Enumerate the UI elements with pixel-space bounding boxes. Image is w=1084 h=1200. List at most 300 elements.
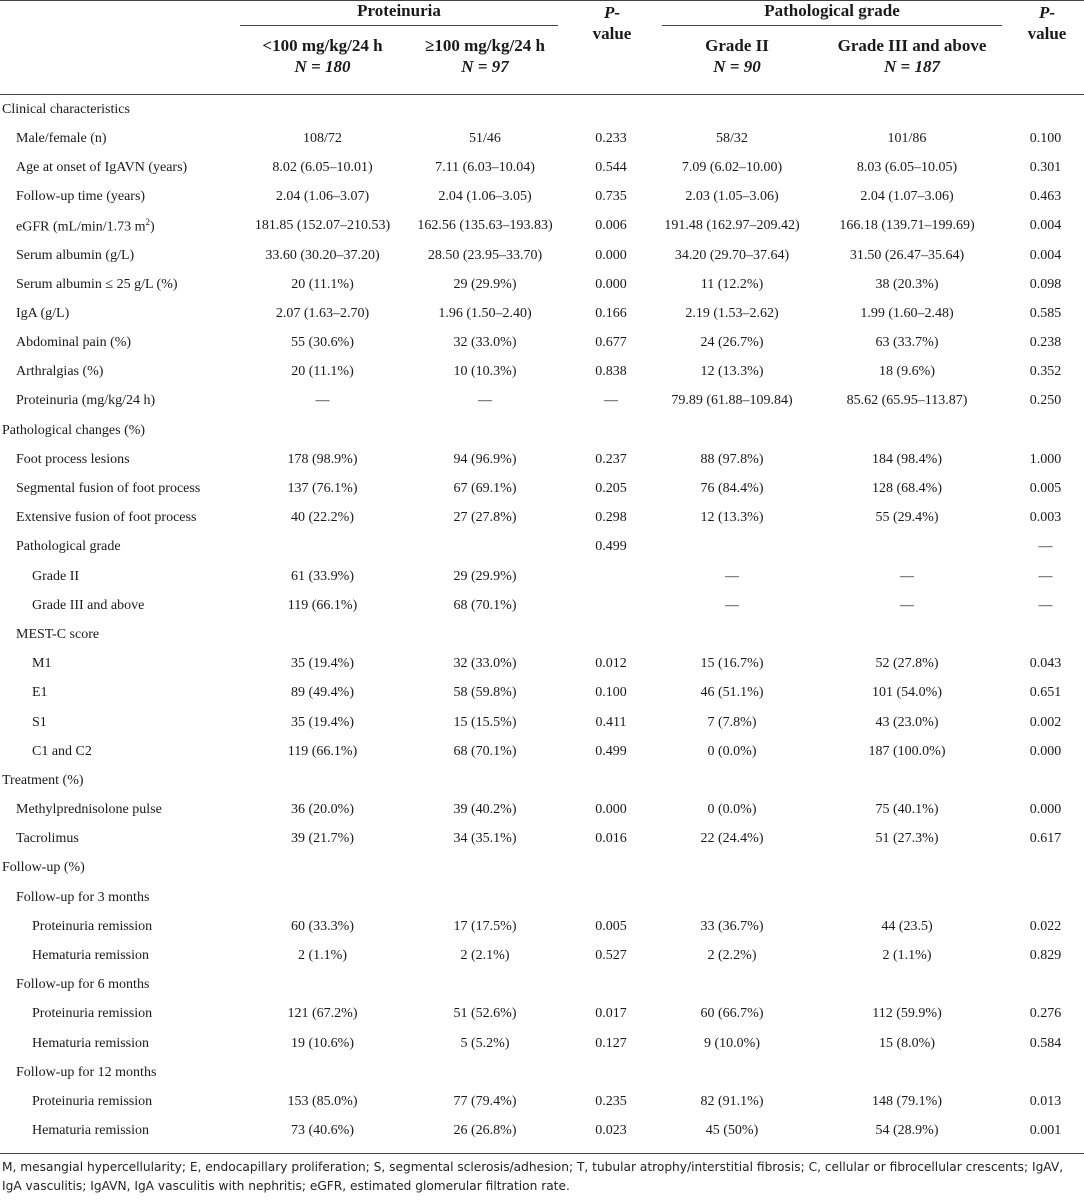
cell-grade-iii: 31.50 (26.47–35.64) (849, 247, 965, 263)
cell-p-value-grade (1007, 1058, 1084, 1087)
table-row (0, 270, 1084, 299)
cell-p-value-proteinuria: 0.298 (595, 510, 627, 526)
cell-p-value-grade: 0.004 (1029, 247, 1062, 263)
row-label (0, 212, 240, 241)
cell-high-proteinuria (405, 533, 565, 562)
cell-high-proteinuria (405, 620, 565, 649)
cell-grade-ii: — (725, 597, 739, 613)
cell-grade-iii: — (900, 597, 914, 613)
row-label-text: Age at onset of IgAVN (years) (16, 159, 188, 175)
cell-high-proteinuria: — (478, 393, 492, 409)
col-header-grade-iii (812, 35, 1012, 77)
cell-grade-ii: 60 (66.7%) (700, 1006, 764, 1022)
row-label (0, 1029, 240, 1058)
row-label-text: Proteinuria (mg/kg/24 h) (16, 393, 156, 409)
row-label (0, 883, 240, 912)
cell-p-value-proteinuria: 0.005 (595, 918, 627, 934)
row-label-text: Follow-up for 3 months (16, 889, 150, 905)
cell-p-value-proteinuria: 0.100 (595, 685, 627, 701)
cell-p-value-proteinuria: 0.233 (595, 130, 627, 146)
cell-high-proteinuria (405, 1058, 565, 1087)
row-label (0, 387, 240, 416)
cell-low-proteinuria: 121 (67.2%) (287, 1006, 358, 1022)
cell-grade-ii: 79.89 (61.88–109.84) (671, 393, 793, 409)
cell-low-proteinuria: 73 (40.6%) (291, 1123, 354, 1139)
row-label (0, 971, 240, 1000)
table-row (0, 153, 1084, 182)
cell-grade-iii: 63 (33.7%) (875, 335, 939, 351)
row-label-text: Abdominal pain (%) (16, 335, 132, 351)
cell-p-value-grade: 0.004 (1029, 218, 1062, 234)
cell-grade-iii: 101 (54.0%) (872, 685, 942, 701)
cell-high-proteinuria: 68 (70.1%) (453, 743, 517, 759)
cell-p-value-grade: 0.238 (1029, 335, 1062, 351)
cell-grade-iii (807, 854, 1007, 883)
row-label-text: eGFR (mL/min/1.73 m (16, 219, 146, 235)
cell-high-proteinuria: 68 (70.1%) (453, 597, 517, 613)
row-label (0, 1058, 240, 1087)
cell-p-value-proteinuria: 0.006 (595, 218, 627, 234)
cell-grade-iii: 2 (1.1%) (882, 948, 932, 964)
cell-high-proteinuria: 77 (79.4%) (453, 1093, 517, 1109)
table-row (0, 183, 1084, 212)
row-label-text: Follow-up for 12 months (16, 1064, 157, 1080)
row-label (0, 270, 240, 299)
row-label-text: Extensive fusion of foot process (16, 510, 197, 526)
row-label (0, 591, 240, 620)
cell-high-proteinuria: 2.04 (1.06–3.05) (438, 189, 532, 205)
row-label (0, 766, 240, 795)
cell-grade-ii: 15 (16.7%) (700, 656, 764, 672)
cell-p-value-grade: 0.585 (1029, 305, 1062, 321)
row-label (0, 416, 240, 445)
col-header-grade-ii (662, 35, 812, 77)
row-label (0, 124, 240, 153)
row-label-text: IgA (g/L) (16, 305, 70, 321)
cell-low-proteinuria (240, 1058, 405, 1087)
cell-high-proteinuria: 1.96 (1.50–2.40) (438, 305, 532, 321)
cell-grade-iii (807, 1058, 1007, 1087)
row-label (0, 474, 240, 503)
row-label-text: Male/female (n) (16, 130, 107, 146)
cell-grade-iii (807, 95, 1007, 124)
cell-low-proteinuria: 119 (66.1%) (287, 743, 358, 759)
row-label (0, 825, 240, 854)
row-label-text: M1 (32, 656, 52, 672)
cell-p-value-grade (1007, 95, 1084, 124)
col-header-high-proteinuria (405, 35, 565, 77)
cell-grade-ii: 9 (10.0%) (704, 1035, 760, 1051)
cell-low-proteinuria: 36 (20.0%) (291, 802, 354, 818)
cell-p-value-grade: 0.000 (1029, 802, 1062, 818)
cell-low-proteinuria: 89 (49.4%) (291, 685, 354, 701)
cell-grade-iii: 128 (68.4%) (872, 481, 942, 497)
cell-high-proteinuria (405, 416, 565, 445)
cell-grade-ii (657, 971, 807, 1000)
cell-high-proteinuria: 67 (69.1%) (453, 481, 517, 497)
cell-grade-ii: 76 (84.4%) (700, 481, 764, 497)
cell-high-proteinuria: 15 (15.5%) (453, 714, 517, 730)
row-label (0, 329, 240, 358)
cell-p-value-proteinuria (565, 854, 657, 883)
cell-grade-ii: 22 (24.4%) (700, 831, 764, 847)
cell-grade-ii: 34.20 (29.70–37.64) (674, 247, 790, 263)
row-label-text: Proteinuria remission (32, 918, 153, 934)
col-header-high-proteinuria-label: ≥100 mg/kg/24 h (425, 36, 545, 55)
p-value-header-2-p: P- (1038, 3, 1056, 22)
cell-p-value-grade: — (1038, 539, 1053, 555)
row-label-text: Follow-up time (years) (16, 189, 146, 205)
cell-grade-ii: 45 (50%) (705, 1123, 759, 1139)
cell-p-value-proteinuria: 0.499 (595, 539, 627, 555)
p-value-header-1 (566, 2, 658, 44)
cell-grade-ii: 2.19 (1.53–2.62) (685, 305, 779, 321)
cell-p-value-proteinuria: 0.016 (595, 831, 627, 847)
cell-high-proteinuria: 2 (2.1%) (460, 948, 510, 964)
cell-high-proteinuria: 10 (10.3%) (453, 364, 517, 380)
cell-grade-iii (807, 766, 1007, 795)
row-label-text: Follow-up (%) (2, 860, 85, 876)
cell-grade-ii: 0 (0.0%) (707, 802, 757, 818)
cell-grade-iii: 38 (20.3%) (875, 276, 939, 292)
table-row (0, 679, 1084, 708)
cell-low-proteinuria: 20 (11.1%) (291, 276, 354, 292)
cell-grade-ii: 12 (13.3%) (700, 510, 764, 526)
row-label (0, 679, 240, 708)
cell-grade-ii: 12 (13.3%) (700, 364, 764, 380)
cell-low-proteinuria: 61 (33.9%) (291, 568, 354, 584)
cell-grade-iii (807, 416, 1007, 445)
row-label (0, 912, 240, 941)
cell-p-value-grade: 0.005 (1029, 481, 1062, 497)
cell-p-value-grade: 0.276 (1029, 1006, 1062, 1022)
table-row (0, 796, 1084, 825)
cell-grade-iii: 51 (27.3%) (875, 831, 939, 847)
cell-high-proteinuria: 28.50 (23.95–33.70) (427, 247, 543, 263)
cell-low-proteinuria: 2 (1.1%) (298, 948, 347, 964)
cell-p-value-proteinuria: 0.205 (595, 481, 627, 497)
cell-p-value-proteinuria (565, 620, 657, 649)
cell-low-proteinuria: 19 (10.6%) (291, 1035, 354, 1051)
cell-grade-iii (807, 533, 1007, 562)
cell-p-value-grade: 0.250 (1029, 393, 1062, 409)
row-label-superscript: 2 (145, 217, 150, 228)
cell-grade-ii: 58/32 (716, 130, 748, 146)
row-label (0, 708, 240, 737)
col-header-low-proteinuria-n: N = 180 (294, 57, 351, 76)
bottom-rule (0, 1153, 1084, 1154)
col-header-low-proteinuria (240, 35, 405, 77)
row-label-text: Follow-up for 6 months (16, 977, 150, 993)
row-label (0, 299, 240, 328)
row-label-text: Grade III and above (32, 597, 145, 613)
cell-grade-ii: 0 (0.0%) (707, 743, 757, 759)
cell-grade-ii (657, 854, 807, 883)
row-label (0, 650, 240, 679)
cell-low-proteinuria: 35 (19.4%) (291, 714, 354, 730)
cell-grade-iii: 101/86 (887, 130, 927, 146)
table-row (0, 941, 1084, 970)
table-row (0, 591, 1084, 620)
cell-grade-iii: 75 (40.1%) (875, 802, 939, 818)
cell-grade-iii: — (900, 568, 914, 584)
table-row (0, 445, 1084, 474)
cell-low-proteinuria: 137 (76.1%) (287, 481, 358, 497)
cell-low-proteinuria: 40 (22.2%) (291, 510, 354, 526)
cell-p-value-proteinuria: 0.235 (595, 1093, 627, 1109)
cell-p-value-proteinuria (565, 766, 657, 795)
cell-grade-ii (657, 883, 807, 912)
p-value-header-2 (1010, 2, 1084, 44)
cell-p-value-proteinuria: 0.023 (595, 1123, 627, 1139)
cell-p-value-grade: 0.352 (1029, 364, 1062, 380)
table-row (0, 971, 1084, 1000)
cell-p-value-grade: 0.022 (1029, 918, 1062, 934)
cell-grade-ii: 7.09 (6.02–10.00) (681, 159, 783, 175)
cell-p-value-proteinuria: — (604, 393, 618, 409)
cell-grade-iii: 55 (29.4%) (875, 510, 939, 526)
cell-high-proteinuria: 7.11 (6.03–10.04) (435, 159, 535, 175)
cell-p-value-proteinuria (565, 1058, 657, 1087)
cell-high-proteinuria: 58 (59.8%) (453, 685, 517, 701)
cell-grade-iii: 44 (23.5) (881, 918, 933, 934)
cell-low-proteinuria (240, 883, 405, 912)
table-row (0, 416, 1084, 445)
cell-high-proteinuria (405, 766, 565, 795)
cell-p-value-proteinuria (565, 971, 657, 1000)
row-label-text: Segmental fusion of foot process (16, 481, 201, 497)
cell-low-proteinuria (240, 971, 405, 1000)
cell-p-value-grade (1007, 416, 1084, 445)
table-row (0, 825, 1084, 854)
table-row (0, 1029, 1084, 1058)
cell-grade-ii: 2.03 (1.05–3.06) (685, 189, 779, 205)
cell-grade-ii: 82 (91.1%) (700, 1093, 764, 1109)
cell-p-value-proteinuria: 0.127 (595, 1035, 627, 1051)
cell-p-value-proteinuria: 0.166 (595, 305, 627, 321)
cell-grade-ii: 24 (26.7%) (700, 335, 764, 351)
table-row (0, 387, 1084, 416)
cell-low-proteinuria (240, 766, 405, 795)
col-header-grade-iii-n: N = 187 (884, 57, 940, 76)
cell-grade-ii: 33 (36.7%) (700, 918, 764, 934)
cell-grade-iii: 1.99 (1.60–2.48) (860, 305, 954, 321)
row-label (0, 620, 240, 649)
row-label (0, 153, 240, 182)
cell-p-value-proteinuria: 0.544 (595, 159, 627, 175)
row-label-text: MEST-C score (16, 626, 100, 642)
cell-grade-ii: 2 (2.2%) (707, 948, 757, 964)
cell-low-proteinuria (240, 620, 405, 649)
table-row (0, 650, 1084, 679)
cell-grade-ii: — (725, 568, 739, 584)
row-label-text: Serum albumin ≤ 25 g/L (%) (16, 276, 178, 292)
row-label-text: Foot process lesions (16, 451, 130, 467)
table-row (0, 1000, 1084, 1029)
cell-p-value-grade: 0.829 (1029, 948, 1062, 964)
table-row (0, 329, 1084, 358)
cell-low-proteinuria: 119 (66.1%) (287, 597, 358, 613)
cell-grade-iii: 85.62 (65.95–113.87) (846, 393, 968, 409)
cell-p-value-grade: 0.584 (1029, 1035, 1062, 1051)
cell-high-proteinuria (405, 883, 565, 912)
cell-low-proteinuria: 39 (21.7%) (291, 831, 354, 847)
row-label (0, 504, 240, 533)
row-label-text: Grade II (32, 568, 80, 584)
cell-grade-iii: 43 (23.0%) (875, 714, 939, 730)
row-label-text: Proteinuria remission (32, 1006, 153, 1022)
row-label (0, 445, 240, 474)
row-label (0, 95, 240, 124)
table-row (0, 1087, 1084, 1116)
table-row (0, 212, 1084, 241)
row-label-text: C1 and C2 (32, 743, 92, 759)
cell-p-value-proteinuria: 0.017 (595, 1006, 627, 1022)
row-label-text: Proteinuria remission (32, 1093, 153, 1109)
row-label (0, 796, 240, 825)
cell-low-proteinuria: 153 (85.0%) (287, 1093, 358, 1109)
row-label (0, 358, 240, 387)
cell-low-proteinuria: 60 (33.3%) (291, 918, 354, 934)
p-value-header-1-value: value (592, 24, 632, 43)
col-header-grade-ii-label: Grade II (705, 36, 769, 55)
table-row (0, 358, 1084, 387)
cell-grade-ii (657, 766, 807, 795)
cell-high-proteinuria: 29 (29.9%) (453, 568, 517, 584)
table-row (0, 241, 1084, 270)
cell-low-proteinuria: 2.04 (1.06–3.07) (275, 189, 370, 205)
cell-p-value-grade: 0.043 (1029, 656, 1062, 672)
cell-low-proteinuria (240, 416, 405, 445)
cell-p-value-proteinuria: 0.411 (595, 714, 627, 730)
row-label-text: S1 (32, 714, 47, 730)
cell-high-proteinuria: 34 (35.1%) (453, 831, 517, 847)
table-row (0, 708, 1084, 737)
cell-p-value-grade: 0.013 (1029, 1093, 1062, 1109)
cell-high-proteinuria: 17 (17.5%) (453, 918, 517, 934)
cell-p-value-grade: — (1038, 597, 1053, 613)
cell-grade-iii: 15 (8.0%) (879, 1035, 935, 1051)
cell-grade-iii: 184 (98.4%) (872, 451, 942, 467)
row-label-text: E1 (32, 685, 48, 701)
cell-low-proteinuria: — (315, 393, 330, 409)
table-row (0, 1117, 1084, 1146)
cell-p-value-grade (1007, 883, 1084, 912)
table-row (0, 562, 1084, 591)
table-row (0, 124, 1084, 153)
cell-p-value-grade: 0.100 (1029, 130, 1062, 146)
cell-low-proteinuria: 35 (19.4%) (291, 656, 354, 672)
cell-high-proteinuria: 162.56 (135.63–193.83) (417, 218, 553, 234)
cell-grade-iii: 166.18 (139.71–199.69) (839, 218, 975, 234)
p-value-header-2-value: value (1027, 24, 1067, 43)
cell-grade-iii (807, 971, 1007, 1000)
group-rule-proteinuria (240, 25, 558, 26)
cell-p-value-proteinuria (565, 562, 657, 591)
group-header-proteinuria: Proteinuria (357, 1, 441, 20)
cell-low-proteinuria: 181.85 (152.07–210.53) (254, 218, 391, 234)
cell-grade-ii: 11 (12.2%) (700, 276, 764, 292)
cell-p-value-grade: 0.001 (1029, 1123, 1062, 1139)
cell-grade-ii (657, 620, 807, 649)
table-row (0, 299, 1084, 328)
cell-p-value-proteinuria (565, 416, 657, 445)
cell-high-proteinuria (405, 95, 565, 124)
row-label (0, 562, 240, 591)
cell-p-value-grade: 1.000 (1029, 451, 1062, 467)
cell-grade-iii: 18 (9.6%) (879, 364, 935, 380)
cell-p-value-grade (1007, 854, 1084, 883)
cell-p-value-proteinuria: 0.838 (595, 364, 627, 380)
p-value-header-1-p: P- (603, 3, 621, 22)
cell-grade-ii: 191.48 (162.97–209.42) (664, 218, 800, 234)
group-header-pathological: Pathological grade (764, 1, 900, 20)
cell-p-value-proteinuria: 0.735 (595, 189, 627, 205)
cell-p-value-proteinuria: 0.000 (595, 247, 627, 263)
table-row (0, 95, 1084, 124)
row-label (0, 533, 240, 562)
col-header-grade-ii-n: N = 90 (713, 57, 761, 76)
cell-p-value-proteinuria (565, 591, 657, 620)
table-header (0, 0, 1084, 94)
table-row (0, 620, 1084, 649)
row-label-text: Hematuria remission (32, 948, 150, 964)
cell-low-proteinuria: 8.02 (6.05–10.01) (272, 159, 373, 175)
cell-low-proteinuria: 55 (30.6%) (291, 335, 354, 351)
cell-p-value-grade (1007, 766, 1084, 795)
cell-low-proteinuria: 178 (98.9%) (287, 451, 358, 467)
table-row (0, 883, 1084, 912)
cell-p-value-grade: 0.098 (1029, 276, 1062, 292)
cell-p-value-proteinuria: 0.012 (595, 656, 627, 672)
table-footnote: M, mesangial hypercellularity; E, endocapillary proliferation; S, segmental sclerosis/adhesion; T, tubular atrophy/interstitial fibrosis; C, cellular or fibrocellular crescents; IgAV, IgA vasculitis; IgAVN, IgA vasculitis with nephritis; eGFR, estimated glomerular filtration rate. (2, 1160, 1064, 1193)
row-label-text: Hematuria remission (32, 1035, 150, 1051)
cell-low-proteinuria: 20 (11.1%) (291, 364, 354, 380)
cell-grade-ii: 46 (51.1%) (700, 685, 764, 701)
table-row (0, 912, 1084, 941)
cell-grade-iii: 8.03 (6.05–10.05) (856, 159, 958, 175)
cell-grade-ii (657, 533, 807, 562)
cell-p-value-proteinuria (565, 95, 657, 124)
row-label-end: ) (150, 219, 155, 235)
table-row (0, 533, 1084, 562)
cell-grade-ii (657, 1058, 807, 1087)
cell-high-proteinuria: 51 (52.6%) (453, 1006, 517, 1022)
cell-grade-iii: 2.04 (1.07–3.06) (860, 189, 954, 205)
cell-grade-iii: 52 (27.8%) (875, 656, 939, 672)
table-row (0, 737, 1084, 766)
cell-p-value-proteinuria: 0.000 (595, 276, 627, 292)
col-header-grade-iii-label: Grade III and above (837, 36, 987, 55)
cell-high-proteinuria: 51/46 (469, 130, 501, 146)
cell-p-value-grade: 0.000 (1029, 743, 1062, 759)
cell-p-value-grade: — (1038, 568, 1053, 584)
cell-high-proteinuria: 27 (27.8%) (453, 510, 517, 526)
cell-high-proteinuria: 32 (33.0%) (453, 656, 517, 672)
row-label-text: Tacrolimus (16, 831, 79, 847)
cell-high-proteinuria: 94 (96.9%) (453, 451, 517, 467)
cell-grade-iii: 54 (28.9%) (875, 1123, 939, 1139)
cell-p-value-grade: 0.301 (1029, 159, 1062, 175)
cell-p-value-proteinuria: 0.677 (595, 335, 627, 351)
cell-low-proteinuria: 108/72 (303, 130, 342, 146)
cell-high-proteinuria: 39 (40.2%) (453, 802, 517, 818)
cell-low-proteinuria: 2.07 (1.63–2.70) (275, 305, 370, 321)
col-header-low-proteinuria-label: <100 mg/kg/24 h (262, 36, 383, 55)
cell-p-value-proteinuria: 0.499 (595, 743, 627, 759)
cell-p-value-proteinuria: 0.000 (595, 802, 627, 818)
cell-p-value-grade: 0.617 (1029, 831, 1062, 847)
